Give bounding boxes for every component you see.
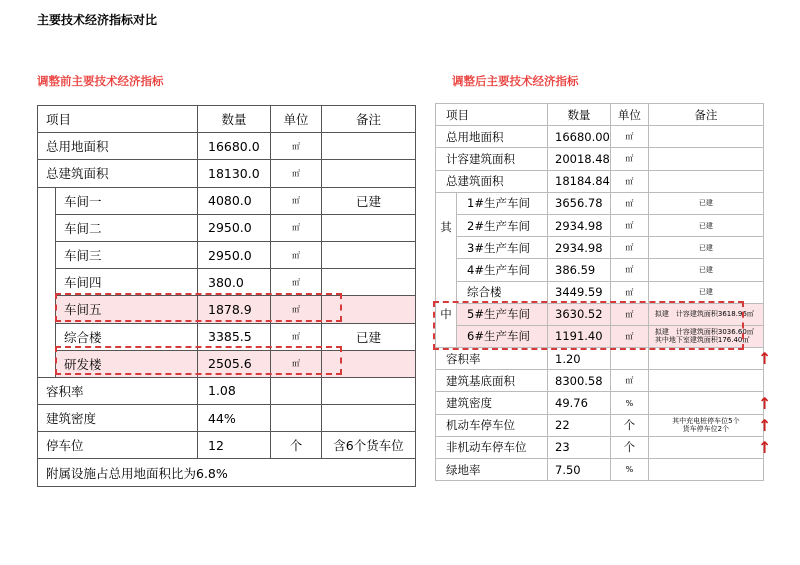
row-value: 1878.9 <box>198 296 271 323</box>
table-row <box>38 133 416 160</box>
table-row <box>38 241 416 268</box>
note-line: 其中地下室建筑面积176.40㎡ <box>654 336 750 345</box>
table-row <box>38 214 416 241</box>
header-cell: 数量 <box>548 104 611 126</box>
row-value: 44% <box>198 405 271 432</box>
row-unit: ㎡ <box>610 170 648 192</box>
side-char: 其 <box>440 219 452 234</box>
row-label: 总建筑面积 <box>436 170 548 192</box>
row-value: 380.0 <box>198 269 271 296</box>
row-value: 3656.78 <box>548 192 611 214</box>
row-note: 已建 <box>648 259 763 281</box>
row-unit: ㎡ <box>610 259 648 281</box>
table-row <box>436 370 764 392</box>
note-line: 拟建 计容建筑面积3036.60㎡ <box>654 328 754 337</box>
side-char: 中 <box>440 306 452 321</box>
before-indicators-table <box>37 105 416 487</box>
table-row <box>436 392 764 414</box>
row-value: 4080.0 <box>198 187 271 214</box>
row-unit: ㎡ <box>271 269 322 296</box>
table-row <box>436 281 764 303</box>
row-label: 车间一 <box>56 187 198 214</box>
row-value: 2950.0 <box>198 241 271 268</box>
row-value: 2934.98 <box>548 237 611 259</box>
row-note <box>322 405 416 432</box>
row-note: 已建 <box>322 187 416 214</box>
row-unit: ㎡ <box>271 187 322 214</box>
row-unit: ㎡ <box>610 370 648 392</box>
row-note <box>322 269 416 296</box>
table-row <box>436 459 764 481</box>
after-indicators-table <box>435 103 764 481</box>
row-unit: ㎡ <box>610 325 648 347</box>
row-value: 2950.0 <box>198 214 271 241</box>
row-unit: ㎡ <box>610 237 648 259</box>
row-label: 车间三 <box>56 241 198 268</box>
row-value: 12 <box>198 432 271 459</box>
table-row <box>38 432 416 459</box>
row-unit: ㎡ <box>271 296 322 323</box>
row-note: 含6个货车位 <box>322 432 416 459</box>
qizhong-side-label <box>436 192 457 347</box>
row-value: 3385.5 <box>198 323 271 350</box>
row-unit: 个 <box>271 432 322 459</box>
row-note <box>648 126 763 148</box>
row-label: 3#生产车间 <box>457 237 548 259</box>
row-value: 2934.98 <box>548 214 611 236</box>
header-cell: 单位 <box>610 104 648 126</box>
table-row <box>436 148 764 170</box>
indent-cell <box>38 187 56 377</box>
header-cell: 备注 <box>322 106 416 133</box>
row-label: 总用地面积 <box>436 126 548 148</box>
row-note <box>322 296 416 323</box>
table-row <box>38 405 416 432</box>
row-note: 已建 <box>322 323 416 350</box>
row-value: 3449.59 <box>548 281 611 303</box>
row-note <box>648 170 763 192</box>
row-unit: ㎡ <box>610 126 648 148</box>
table-row <box>436 237 764 259</box>
row-value: 23 <box>548 436 611 458</box>
row-label: 1#生产车间 <box>457 192 548 214</box>
left-section-title: 调整前主要技术经济指标 <box>37 74 164 88</box>
row-note <box>322 241 416 268</box>
row-note <box>648 370 763 392</box>
up-arrow-icon: ↑ <box>758 416 772 435</box>
row-note: 拟建 计容建筑面积3618.96㎡ <box>648 303 763 325</box>
row-value: 22 <box>548 414 611 436</box>
table-row <box>38 187 416 214</box>
row-unit: ㎡ <box>610 303 648 325</box>
table-row <box>38 377 416 404</box>
row-value: 8300.58 <box>548 370 611 392</box>
row-unit: ㎡ <box>271 214 322 241</box>
row-unit <box>610 348 648 370</box>
page-title: 主要技术经济指标对比 <box>37 13 158 27</box>
row-label: 总用地面积 <box>38 133 198 160</box>
row-note <box>648 348 763 370</box>
row-note <box>322 214 416 241</box>
row-label: 综合楼 <box>457 281 548 303</box>
row-value: 1191.40 <box>548 325 611 347</box>
row-label: 计容建筑面积 <box>436 148 548 170</box>
row-value: 386.59 <box>548 259 611 281</box>
row-unit: ㎡ <box>610 281 648 303</box>
row-value: 20018.48 <box>548 148 611 170</box>
row-unit: ㎡ <box>271 241 322 268</box>
table-row <box>38 269 416 296</box>
header-cell: 单位 <box>271 106 322 133</box>
table-row <box>436 214 764 236</box>
row-note <box>648 148 763 170</box>
row-label: 车间五 <box>56 296 198 323</box>
row-label: 6#生产车间 <box>457 325 548 347</box>
row-value: 16680.00 <box>548 126 611 148</box>
row-unit: ㎡ <box>271 323 322 350</box>
footer-note: 附属设施占总用地面积比为6.8% <box>38 459 416 486</box>
row-unit: ㎡ <box>610 148 648 170</box>
header-cell: 项目 <box>436 104 548 126</box>
row-label: 建筑密度 <box>38 405 198 432</box>
table-header-row <box>436 104 764 126</box>
row-label: 总建筑面积 <box>38 160 198 187</box>
row-note: 已建 <box>648 214 763 236</box>
header-cell: 项目 <box>38 106 198 133</box>
row-note <box>648 392 763 414</box>
row-unit: ㎡ <box>271 133 322 160</box>
right-section-title: 调整后主要技术经济指标 <box>452 74 579 88</box>
row-note: 已建 <box>648 237 763 259</box>
table-row-highlighted <box>38 350 416 377</box>
row-note <box>322 350 416 377</box>
note-line: 其中充电桩停车位5个 <box>672 417 740 426</box>
row-unit: 个 <box>610 414 648 436</box>
row-label: 研发楼 <box>56 350 198 377</box>
row-unit: ㎡ <box>271 350 322 377</box>
row-value: 3630.52 <box>548 303 611 325</box>
table-row <box>436 436 764 458</box>
row-unit: % <box>610 459 648 481</box>
up-arrow-icon: ↑ <box>758 349 772 368</box>
table-row-highlighted <box>436 303 764 325</box>
up-arrow-icon: ↑ <box>758 438 772 457</box>
row-label: 容积率 <box>38 377 198 404</box>
row-label: 5#生产车间 <box>457 303 548 325</box>
note-line: 货车停车位2个 <box>682 425 730 434</box>
row-value: 16680.0 <box>198 133 271 160</box>
row-value: 2505.6 <box>198 350 271 377</box>
table-row <box>436 170 764 192</box>
header-cell: 备注 <box>648 104 763 126</box>
row-unit: 个 <box>610 436 648 458</box>
table-row <box>436 414 764 436</box>
row-value: 1.20 <box>548 348 611 370</box>
row-value: 18184.84 <box>548 170 611 192</box>
row-note <box>322 133 416 160</box>
row-unit: % <box>610 392 648 414</box>
row-label: 容积率 <box>436 348 548 370</box>
table-row <box>38 160 416 187</box>
row-unit <box>271 377 322 404</box>
row-label: 机动车停车位 <box>436 414 548 436</box>
row-unit: ㎡ <box>610 214 648 236</box>
row-label: 建筑密度 <box>436 392 548 414</box>
row-label: 4#生产车间 <box>457 259 548 281</box>
row-note <box>648 414 763 436</box>
row-note: 已建 <box>648 281 763 303</box>
row-note: 已建 <box>648 192 763 214</box>
row-unit <box>271 405 322 432</box>
table-row <box>436 192 764 214</box>
table-header-row <box>38 106 416 133</box>
header-cell: 数量 <box>198 106 271 133</box>
row-label: 综合楼 <box>56 323 198 350</box>
table-footer-row <box>38 459 416 486</box>
up-arrow-icon: ↑ <box>758 394 772 413</box>
row-unit: ㎡ <box>271 160 322 187</box>
row-note <box>648 325 763 347</box>
row-value: 1.08 <box>198 377 271 404</box>
row-label: 非机动车停车位 <box>436 436 548 458</box>
row-note <box>648 436 763 458</box>
table-row <box>436 126 764 148</box>
table-row <box>436 348 764 370</box>
table-row <box>38 323 416 350</box>
row-label: 车间二 <box>56 214 198 241</box>
table-row <box>436 259 764 281</box>
row-unit: ㎡ <box>610 192 648 214</box>
row-label: 停车位 <box>38 432 198 459</box>
row-note <box>322 377 416 404</box>
table-row-highlighted <box>38 296 416 323</box>
row-note <box>322 160 416 187</box>
row-label: 2#生产车间 <box>457 214 548 236</box>
row-note <box>648 459 763 481</box>
row-value: 18130.0 <box>198 160 271 187</box>
row-value: 49.76 <box>548 392 611 414</box>
row-label: 建筑基底面积 <box>436 370 548 392</box>
table-row-highlighted <box>436 325 764 347</box>
row-label: 车间四 <box>56 269 198 296</box>
row-label: 绿地率 <box>436 459 548 481</box>
row-value: 7.50 <box>548 459 611 481</box>
